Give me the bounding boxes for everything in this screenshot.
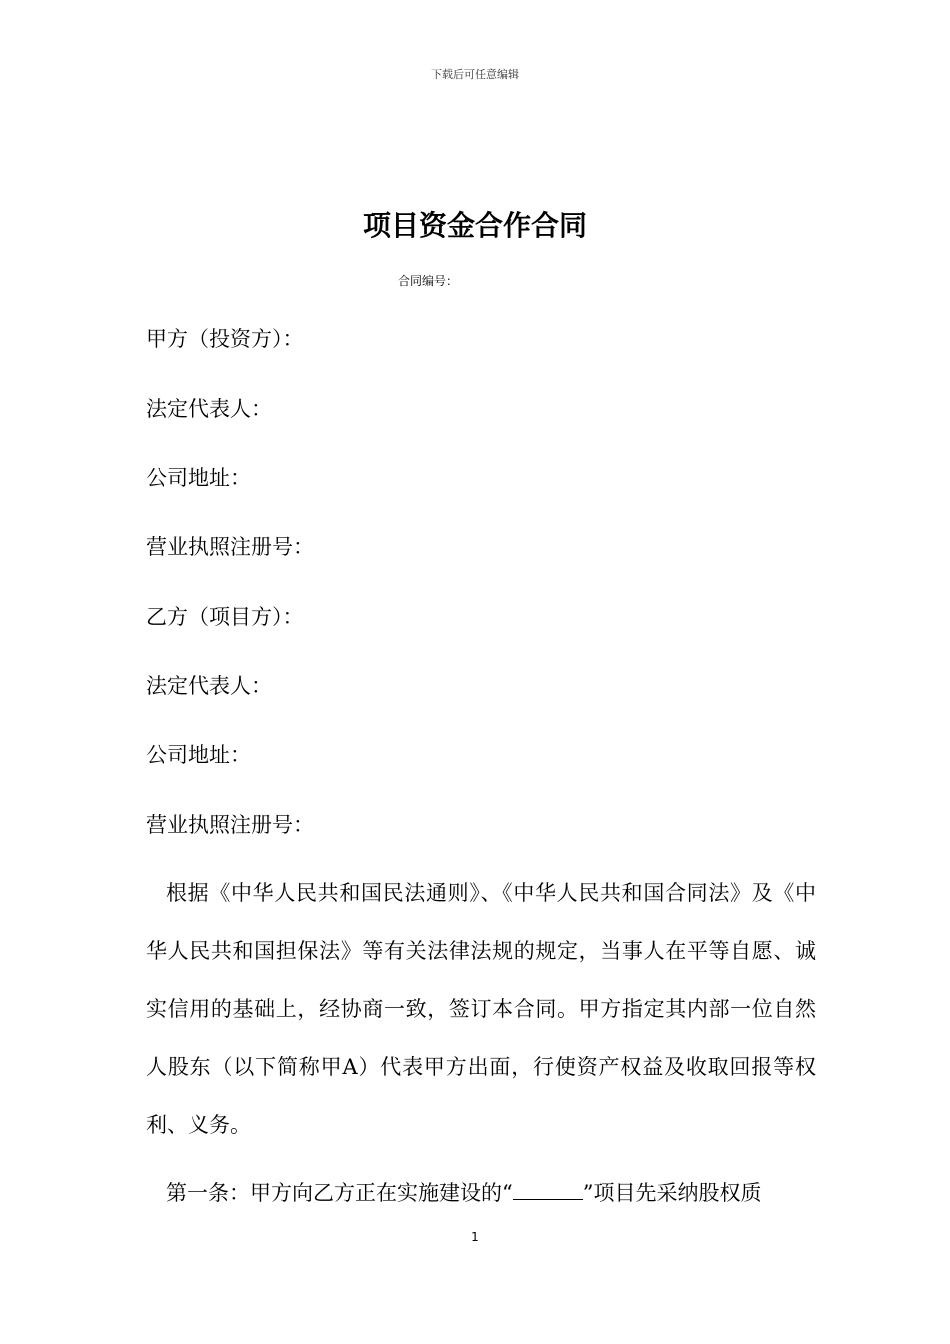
- article-1-text-before: 第一条：甲方向乙方正在实施建设的“: [166, 1181, 513, 1205]
- party-b-legal-rep-label: 法定代表人：: [146, 674, 272, 698]
- contract-number-label: 合同编号：: [398, 274, 459, 288]
- blank-underline: [513, 1177, 583, 1200]
- article-1-text-after: ”项目先采纳股权质: [582, 1181, 762, 1205]
- party-b-license-label: 营业执照注册号：: [146, 813, 314, 837]
- party-b-address-label: 公司地址：: [146, 743, 251, 767]
- party-a-label: 甲方（投资方）：: [146, 327, 304, 351]
- header-note: 下载后可任意编辑: [431, 68, 519, 81]
- intro-paragraph: 根据《中华人民共和国民法通则》、《中华人民共和国合同法》及《中华人民共和国担保法》等有关法律法规的规定，当事人在平等自愿、诚实信用的基础上，经协商一致，签订本合同。甲方指定其内部一位自然人股东（以下简称甲A）代表甲方出面，行使资产权益及收取回报等权利、义务。: [146, 881, 816, 1137]
- party-b-label: 乙方（项目方）：: [146, 605, 304, 629]
- party-a-license-label: 营业执照注册号：: [146, 535, 314, 559]
- article-1-paragraph: [146, 1164, 816, 1222]
- page-number: 1: [471, 1230, 479, 1244]
- party-a-legal-rep-label: 法定代表人：: [146, 397, 272, 421]
- party-a-address-label: 公司地址：: [146, 466, 251, 490]
- document-title: 项目资金合作合同: [362, 209, 587, 242]
